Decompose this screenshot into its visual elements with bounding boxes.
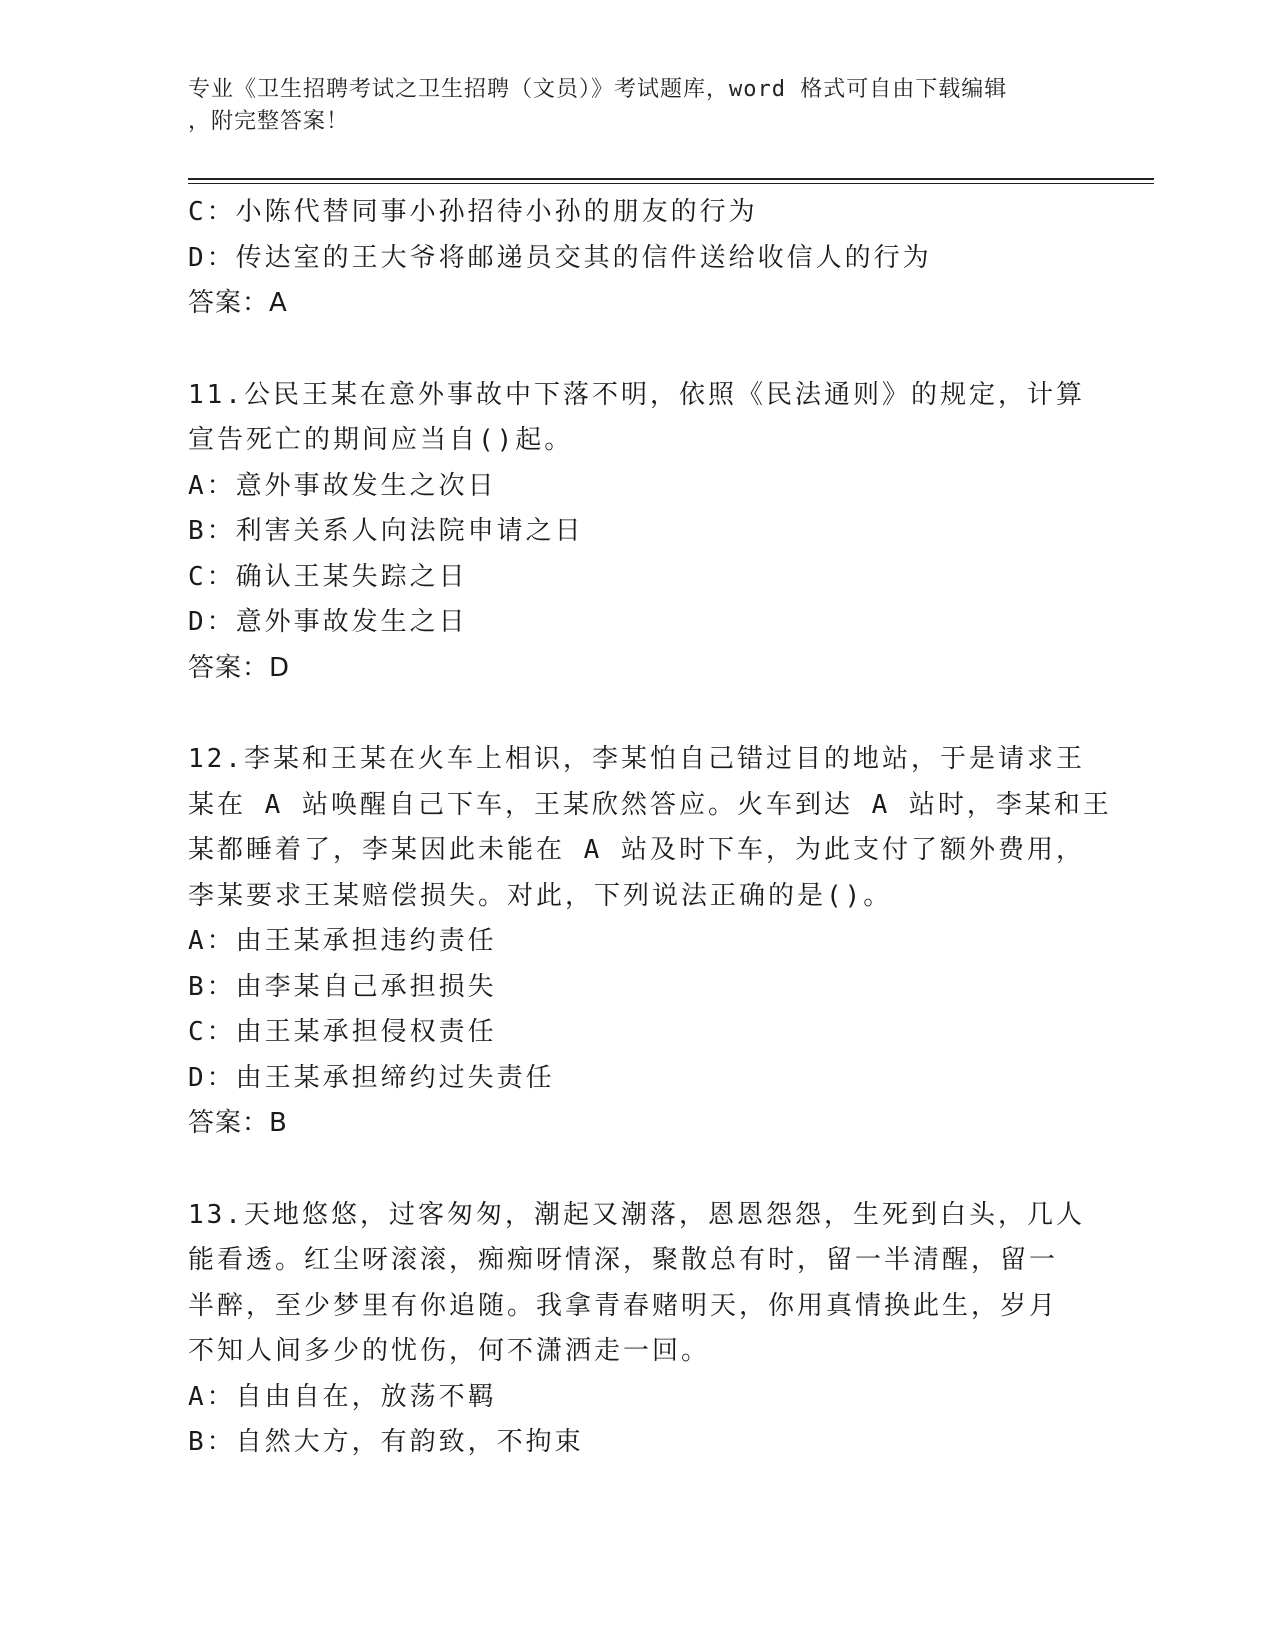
question-spacer — [188, 691, 1088, 737]
header-title-line-2: ，附完整答案！ — [188, 109, 350, 134]
q10-option-d: D：传达室的王大爷将邮递员交其的信件送给收信人的行为 — [188, 242, 932, 273]
q13-option-a: A：自由自在，放荡不羁 — [188, 1381, 497, 1412]
q11-stem-line: 11.公民王某在意外事故中下落不明，依照《民法通则》的规定，计算 — [188, 379, 1085, 410]
q12-answer: 答案：B — [188, 1108, 288, 1138]
q12-option-b: B：由李某自己承担损失 — [188, 971, 497, 1002]
q13-stem-line: 半醉，至少梦里有你追随。我拿青春赌明天，你用真情换此生，岁月 — [188, 1290, 1059, 1321]
question-spacer — [188, 1147, 1088, 1193]
header-rule-thin — [188, 183, 1154, 184]
q12-stem-line: 某在 A 站唤醒自己下车，王某欣然答应。火车到达 A 站时，李某和王 — [188, 789, 1112, 820]
q12-stem-line: 李某要求王某赔偿损失。对此，下列说法正确的是()。 — [188, 880, 893, 911]
q10-answer: 答案：A — [188, 288, 288, 318]
q13-stem-line: 13.天地悠悠，过客匆匆，潮起又潮落，恩恩怨怨，生死到白头，几人 — [188, 1199, 1085, 1230]
q13-stem-line: 能看透。红尘呀滚滚，痴痴呀情深，聚散总有时，留一半清醒，留一 — [188, 1245, 1059, 1275]
q10-option-c: C：小陈代替同事小孙招待小孙的朋友的行为 — [188, 197, 758, 227]
q12-option-a: A：由王某承担违约责任 — [188, 926, 497, 956]
q11-option-c: C：确认王某失踪之日 — [188, 561, 468, 592]
q11-option-a: A：意外事故发生之次日 — [188, 470, 497, 501]
q12-option-c: C：由王某承担侵权责任 — [188, 1017, 497, 1047]
q12-stem-line: 某都睡着了，李某因此未能在 A 站及时下车，为此支付了额外费用， — [188, 835, 1085, 865]
header-rule-thick — [188, 178, 1154, 180]
q12-option-d: D：由王某承担缔约过失责任 — [188, 1062, 555, 1093]
question-content — [188, 190, 1112, 1466]
q12-stem-line: 12.李某和王某在火车上相识，李某怕自己错过目的地站，于是请求王 — [188, 744, 1085, 774]
header-title-line-1: 专业《卫生招聘考试之卫生招聘（文员）》考试题库，word 格式可自由下载编辑 — [188, 77, 1008, 102]
q11-stem-line: 宣告死亡的期间应当自()起。 — [188, 425, 574, 455]
q13-stem-line: 不知人间多少的忧伤，何不潇洒走一回。 — [188, 1336, 711, 1366]
q11-option-b: B：利害关系人向法院申请之日 — [188, 516, 584, 546]
q11-option-d: D：意外事故发生之日 — [188, 607, 468, 637]
q13-option-b: B：自然大方，有韵致，不拘束 — [188, 1427, 584, 1457]
document-header — [188, 74, 1068, 138]
question-spacer — [188, 327, 1088, 373]
q11-answer: 答案：D — [188, 652, 291, 683]
